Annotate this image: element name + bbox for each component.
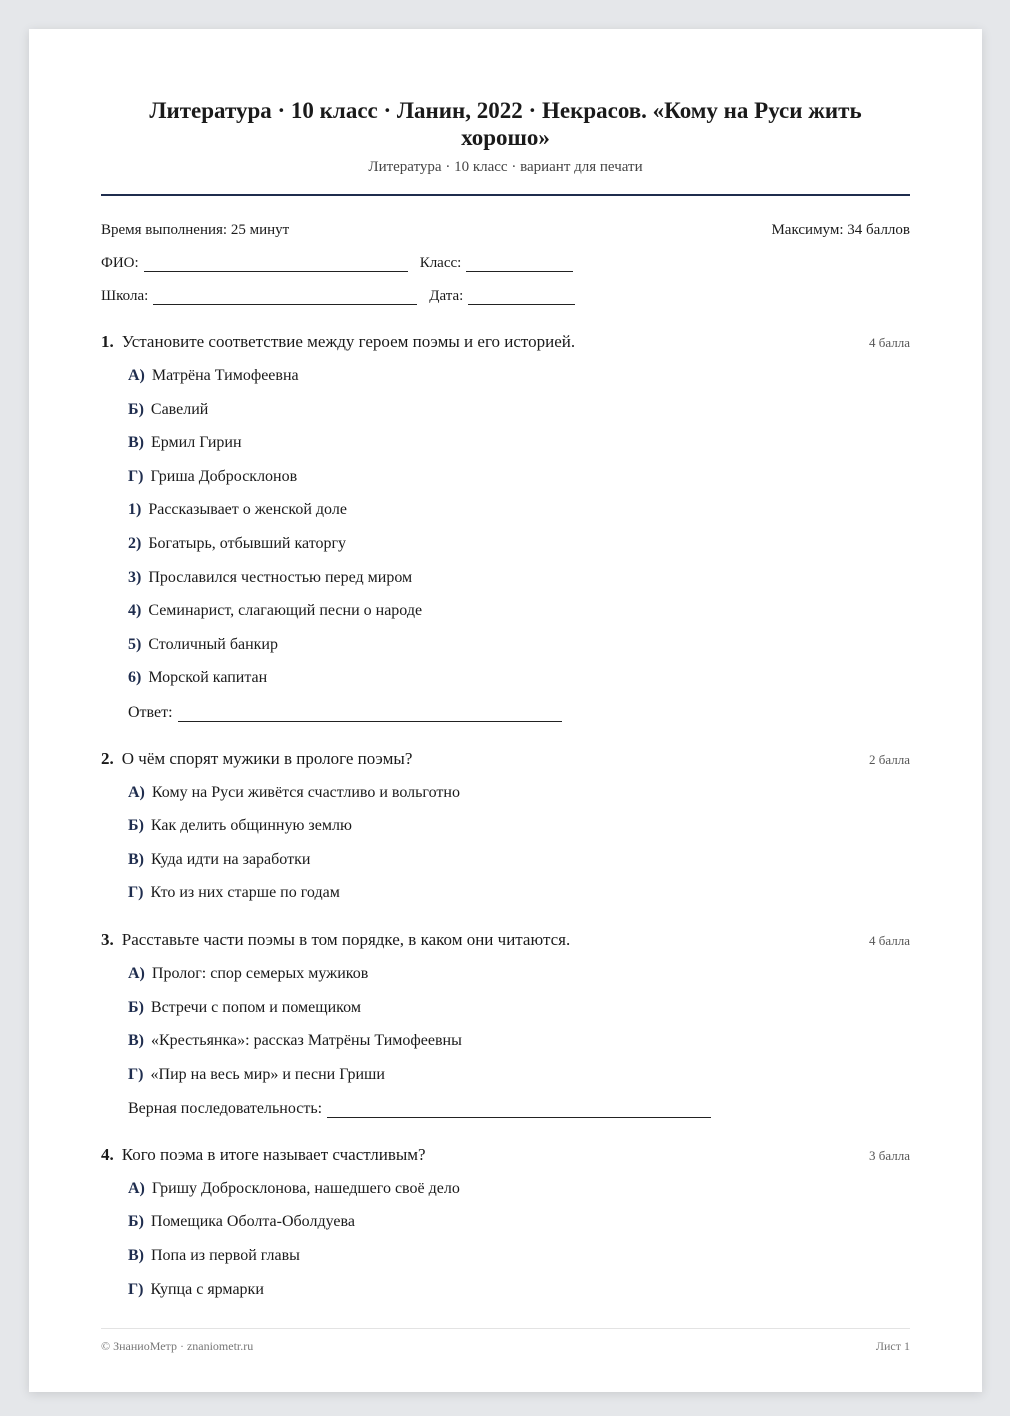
option-text: Прославился честностью перед миром — [148, 568, 413, 586]
question-header — [101, 1145, 910, 1165]
option-text: «Пир на весь мир» и песни Гриши — [150, 1065, 385, 1083]
option-key: А) — [128, 1179, 145, 1197]
option-text: Помещика Оболта-Оболдуева — [150, 1213, 355, 1231]
fio-label: ФИО: — [101, 255, 139, 271]
option-key: В) — [128, 1032, 144, 1050]
option-text: Попа из первой главы — [151, 1247, 300, 1265]
page-subtitle: Литература · 10 класс · вариант для печати — [368, 159, 643, 175]
option-item — [128, 433, 910, 453]
school-date-row — [101, 286, 910, 305]
option-item — [128, 883, 910, 903]
option-item — [128, 1065, 910, 1085]
page-footer — [101, 1328, 910, 1354]
option-text: Морской капитан — [148, 669, 268, 687]
question-header — [101, 332, 910, 352]
question-number: 4. — [101, 1144, 114, 1164]
question-text — [101, 1145, 426, 1165]
option-key: Г) — [128, 467, 144, 485]
question-number: 2. — [101, 748, 114, 768]
date-field[interactable] — [468, 290, 575, 305]
option-key: А) — [128, 964, 145, 982]
option-key: 3) — [128, 568, 142, 586]
option-key: 6) — [128, 669, 142, 687]
option-item — [128, 366, 910, 386]
question-2 — [101, 749, 910, 903]
option-text: Ермил Гирин — [151, 434, 242, 452]
option-key: А) — [128, 783, 145, 801]
option-text: «Крестьянка»: рассказ Матрёны Тимофеевны — [151, 1032, 462, 1050]
option-item — [128, 1280, 910, 1300]
question-prompt: Расставьте части поэмы в том порядке, в каком они читаются. — [121, 929, 571, 949]
option-item — [128, 1246, 910, 1266]
question-3 — [101, 930, 910, 1118]
option-text: Гришу Добросклонова, нашедшего своё дело — [151, 1179, 460, 1197]
option-key: В) — [128, 850, 144, 868]
class-field[interactable] — [466, 257, 573, 272]
class-label: Класс: — [419, 255, 462, 271]
question-text — [101, 749, 412, 769]
option-text: Семинарист, слагающий песни о народе — [148, 602, 423, 620]
option-text: Кто из них старше по годам — [150, 884, 340, 902]
option-text: Столичный банкир — [148, 635, 278, 653]
option-key: Б) — [128, 998, 144, 1016]
worksheet-page — [29, 29, 982, 1392]
option-item — [128, 668, 910, 688]
answer-field[interactable] — [178, 707, 562, 722]
question-text — [101, 332, 575, 352]
option-key: 1) — [128, 501, 142, 519]
option-item — [128, 568, 910, 588]
header-divider — [101, 194, 910, 196]
option-key: Б) — [128, 400, 144, 418]
question-number: 3. — [101, 929, 114, 949]
option-key: А) — [128, 367, 145, 384]
school-field[interactable] — [153, 290, 417, 305]
option-text: Богатырь, отбывший каторгу — [148, 534, 347, 552]
question-1 — [101, 332, 910, 722]
option-item — [128, 964, 910, 984]
option-key: Г) — [128, 1065, 144, 1083]
option-key: Г) — [128, 1280, 144, 1298]
option-text: Как делить общинную землю — [150, 817, 352, 835]
date-label: Дата: — [429, 288, 464, 304]
answer-label: Верная последовательность: — [128, 1099, 323, 1117]
school-label: Школа: — [101, 288, 149, 304]
fio-class-row — [101, 253, 910, 272]
question-number: 1. — [101, 332, 114, 351]
option-text: Матрёна Тимофеевна — [151, 367, 299, 384]
option-key: В) — [128, 1247, 144, 1265]
time-limit: Время выполнения: 25 минут — [101, 222, 290, 238]
option-text: Пролог: спор семерых мужиков — [151, 964, 369, 982]
option-item — [128, 783, 910, 803]
question-4 — [101, 1145, 910, 1299]
option-key: 5) — [128, 635, 142, 653]
question-points: 4 балла — [869, 335, 910, 350]
option-text: Гриша Добросклонов — [150, 467, 298, 485]
option-key: 4) — [128, 602, 142, 620]
option-text: Рассказывает о женской доле — [148, 501, 347, 519]
option-item — [128, 601, 910, 621]
question-points: 3 балла — [869, 1147, 910, 1163]
option-item — [128, 467, 910, 487]
option-text: Встречи с попом и помещиком — [150, 998, 361, 1016]
option-item — [128, 1179, 910, 1199]
footer-sheet-number: Лист 1 — [875, 1339, 910, 1353]
option-item — [128, 635, 910, 655]
option-text: Куда идти на заработки — [151, 850, 311, 868]
answer-label: Ответ: — [128, 703, 173, 721]
option-key: 2) — [128, 534, 142, 552]
meta-row — [101, 222, 910, 239]
option-item — [128, 400, 910, 420]
question-prompt: Кого поэма в итоге называет счастливым? — [121, 1144, 426, 1164]
option-key: Б) — [128, 1213, 144, 1231]
question-prompt: Установите соответствие между героем поэмы и его историей. — [121, 332, 576, 351]
option-key: Г) — [128, 884, 144, 902]
option-item — [128, 534, 910, 554]
question-header — [101, 930, 910, 950]
question-points: 2 балла — [869, 751, 910, 767]
option-text: Савелий — [150, 400, 209, 418]
option-item — [128, 998, 910, 1018]
answer-row — [128, 1098, 910, 1118]
option-key: В) — [128, 434, 144, 452]
question-header — [101, 749, 910, 769]
option-item — [128, 816, 910, 836]
fio-field[interactable] — [144, 257, 408, 272]
option-text: Кому на Руси живётся счастливо и вольготно — [151, 783, 460, 801]
question-points: 4 балла — [869, 932, 910, 948]
worksheet-content — [101, 97, 910, 1299]
max-score: Максимум: 34 баллов — [771, 222, 910, 238]
option-item — [128, 1212, 910, 1232]
option-item — [128, 500, 910, 520]
option-text: Купца с ярмарки — [150, 1280, 264, 1298]
page-title: Литература · 10 класс · Ланин, 2022 · Некрасов. «Кому на Руси жить хорошо» — [149, 98, 862, 150]
answer-row — [128, 702, 910, 722]
answer-field[interactable] — [327, 1103, 711, 1118]
question-text — [101, 930, 570, 950]
footer-copyright: © ЗнаниоМетр · znaniometr.ru — [101, 1339, 254, 1353]
option-key: Б) — [128, 817, 144, 835]
question-prompt: О чём спорят мужики в прологе поэмы? — [121, 748, 413, 768]
option-item — [128, 1031, 910, 1051]
option-item — [128, 850, 910, 870]
